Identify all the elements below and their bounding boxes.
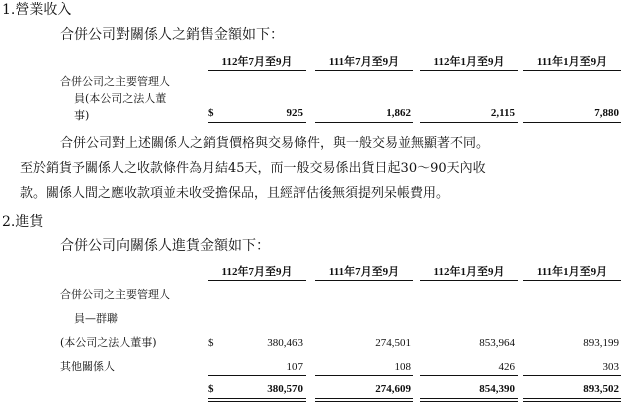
section2-title: 2.進貨 [2, 214, 44, 230]
s2-total-value-2: 274,609 [375, 383, 411, 395]
s2-header-4: 111年1月至9月 [523, 265, 621, 281]
s2-subtotal-line-1 [208, 375, 306, 376]
s2-total-dbl-line-1a [208, 398, 306, 399]
s2-row2-label: 其他關係人 [60, 360, 115, 373]
s2-header-2: 111年7月至9月 [315, 265, 413, 281]
s1-value-3: 2,115 [490, 107, 515, 119]
s2-subtotal-line-2 [315, 375, 413, 376]
s2-row2-value-2: 108 [394, 361, 411, 373]
s1-header-3: 112年1月至9月 [420, 55, 518, 71]
s2-total-dbl-line-2a [315, 398, 413, 399]
s1-currency: $ [208, 107, 214, 119]
s2-row1-value-2: 274,501 [375, 337, 411, 349]
s2-row1-label-line1: 合併公司之主要管理人 [60, 288, 170, 301]
s2-header-1: 112年7月至9月 [208, 265, 306, 281]
section2-intro: 合併公司向關係人進貨金額如下： [60, 238, 270, 254]
s1-row-label-line2: 員(本公司之法人董 [74, 92, 167, 105]
s2-row2-value-4: 303 [602, 361, 619, 373]
s1-underline-3 [420, 122, 518, 123]
s1-underline-4 [523, 122, 621, 123]
s1-header-2: 111年7月至9月 [315, 55, 413, 71]
s1-row-label-line1: 合併公司之主要管理人 [60, 75, 170, 88]
s2-total-value-4: 893,502 [583, 383, 619, 395]
s2-total-dbl-line-3b [420, 401, 518, 402]
s1-value-1: 925 [286, 107, 303, 119]
s2-total-dbl-line-2b [315, 401, 413, 402]
section1-intro: 合併公司對關係人之銷售金額如下： [60, 27, 284, 43]
s1-value-4: 7,880 [594, 107, 619, 119]
s2-row1-currency: $ [208, 337, 214, 349]
s2-row1-value-3: 853,964 [479, 337, 515, 349]
s1-para-line3: 款。關係人間之應收款項並未收受擔保品，且經評估後無須提列呆帳費用。 [20, 186, 450, 201]
s2-subtotal-line-4 [523, 375, 621, 376]
s1-header-4: 111年1月至9月 [523, 55, 621, 71]
s2-total-dbl-line-3a [420, 398, 518, 399]
s1-para-line1: 合併公司對上述關係人之銷貨價格與交易條件，與一般交易並無顯著不同。 [60, 136, 490, 151]
s1-row-label-line3: 事) [74, 109, 90, 122]
s1-underline-1 [208, 122, 306, 123]
s1-para-line2: 至於銷貨予關係人之收款條件為月結45天，而一般交易係出貨日起30～90天內收 [20, 161, 486, 176]
s1-underline-2 [315, 122, 413, 123]
s2-row1-label-line2: 員—群聯 [74, 312, 118, 325]
s2-total-value-3: 854,390 [479, 383, 515, 395]
s2-subtotal-line-3 [420, 375, 518, 376]
s2-total-dbl-line-4b [523, 401, 621, 402]
s2-header-3: 112年1月至9月 [420, 265, 518, 281]
s2-total-dbl-line-4a [523, 398, 621, 399]
s2-row1-value-1: 380,463 [267, 337, 303, 349]
s2-total-value-1: 380,570 [267, 383, 303, 395]
s2-row2-value-1: 107 [286, 361, 303, 373]
s1-value-2: 1,862 [386, 107, 411, 119]
s2-row1-value-4: 893,199 [583, 337, 619, 349]
s1-header-1: 112年7月至9月 [208, 55, 306, 71]
s2-total-currency: $ [208, 383, 214, 395]
s2-row1-label-line3: (本公司之法人董事) [60, 336, 157, 349]
s2-total-dbl-line-1b [208, 401, 306, 402]
s2-row2-value-3: 426 [498, 361, 515, 373]
section1-title: 1.營業收入 [2, 2, 72, 18]
